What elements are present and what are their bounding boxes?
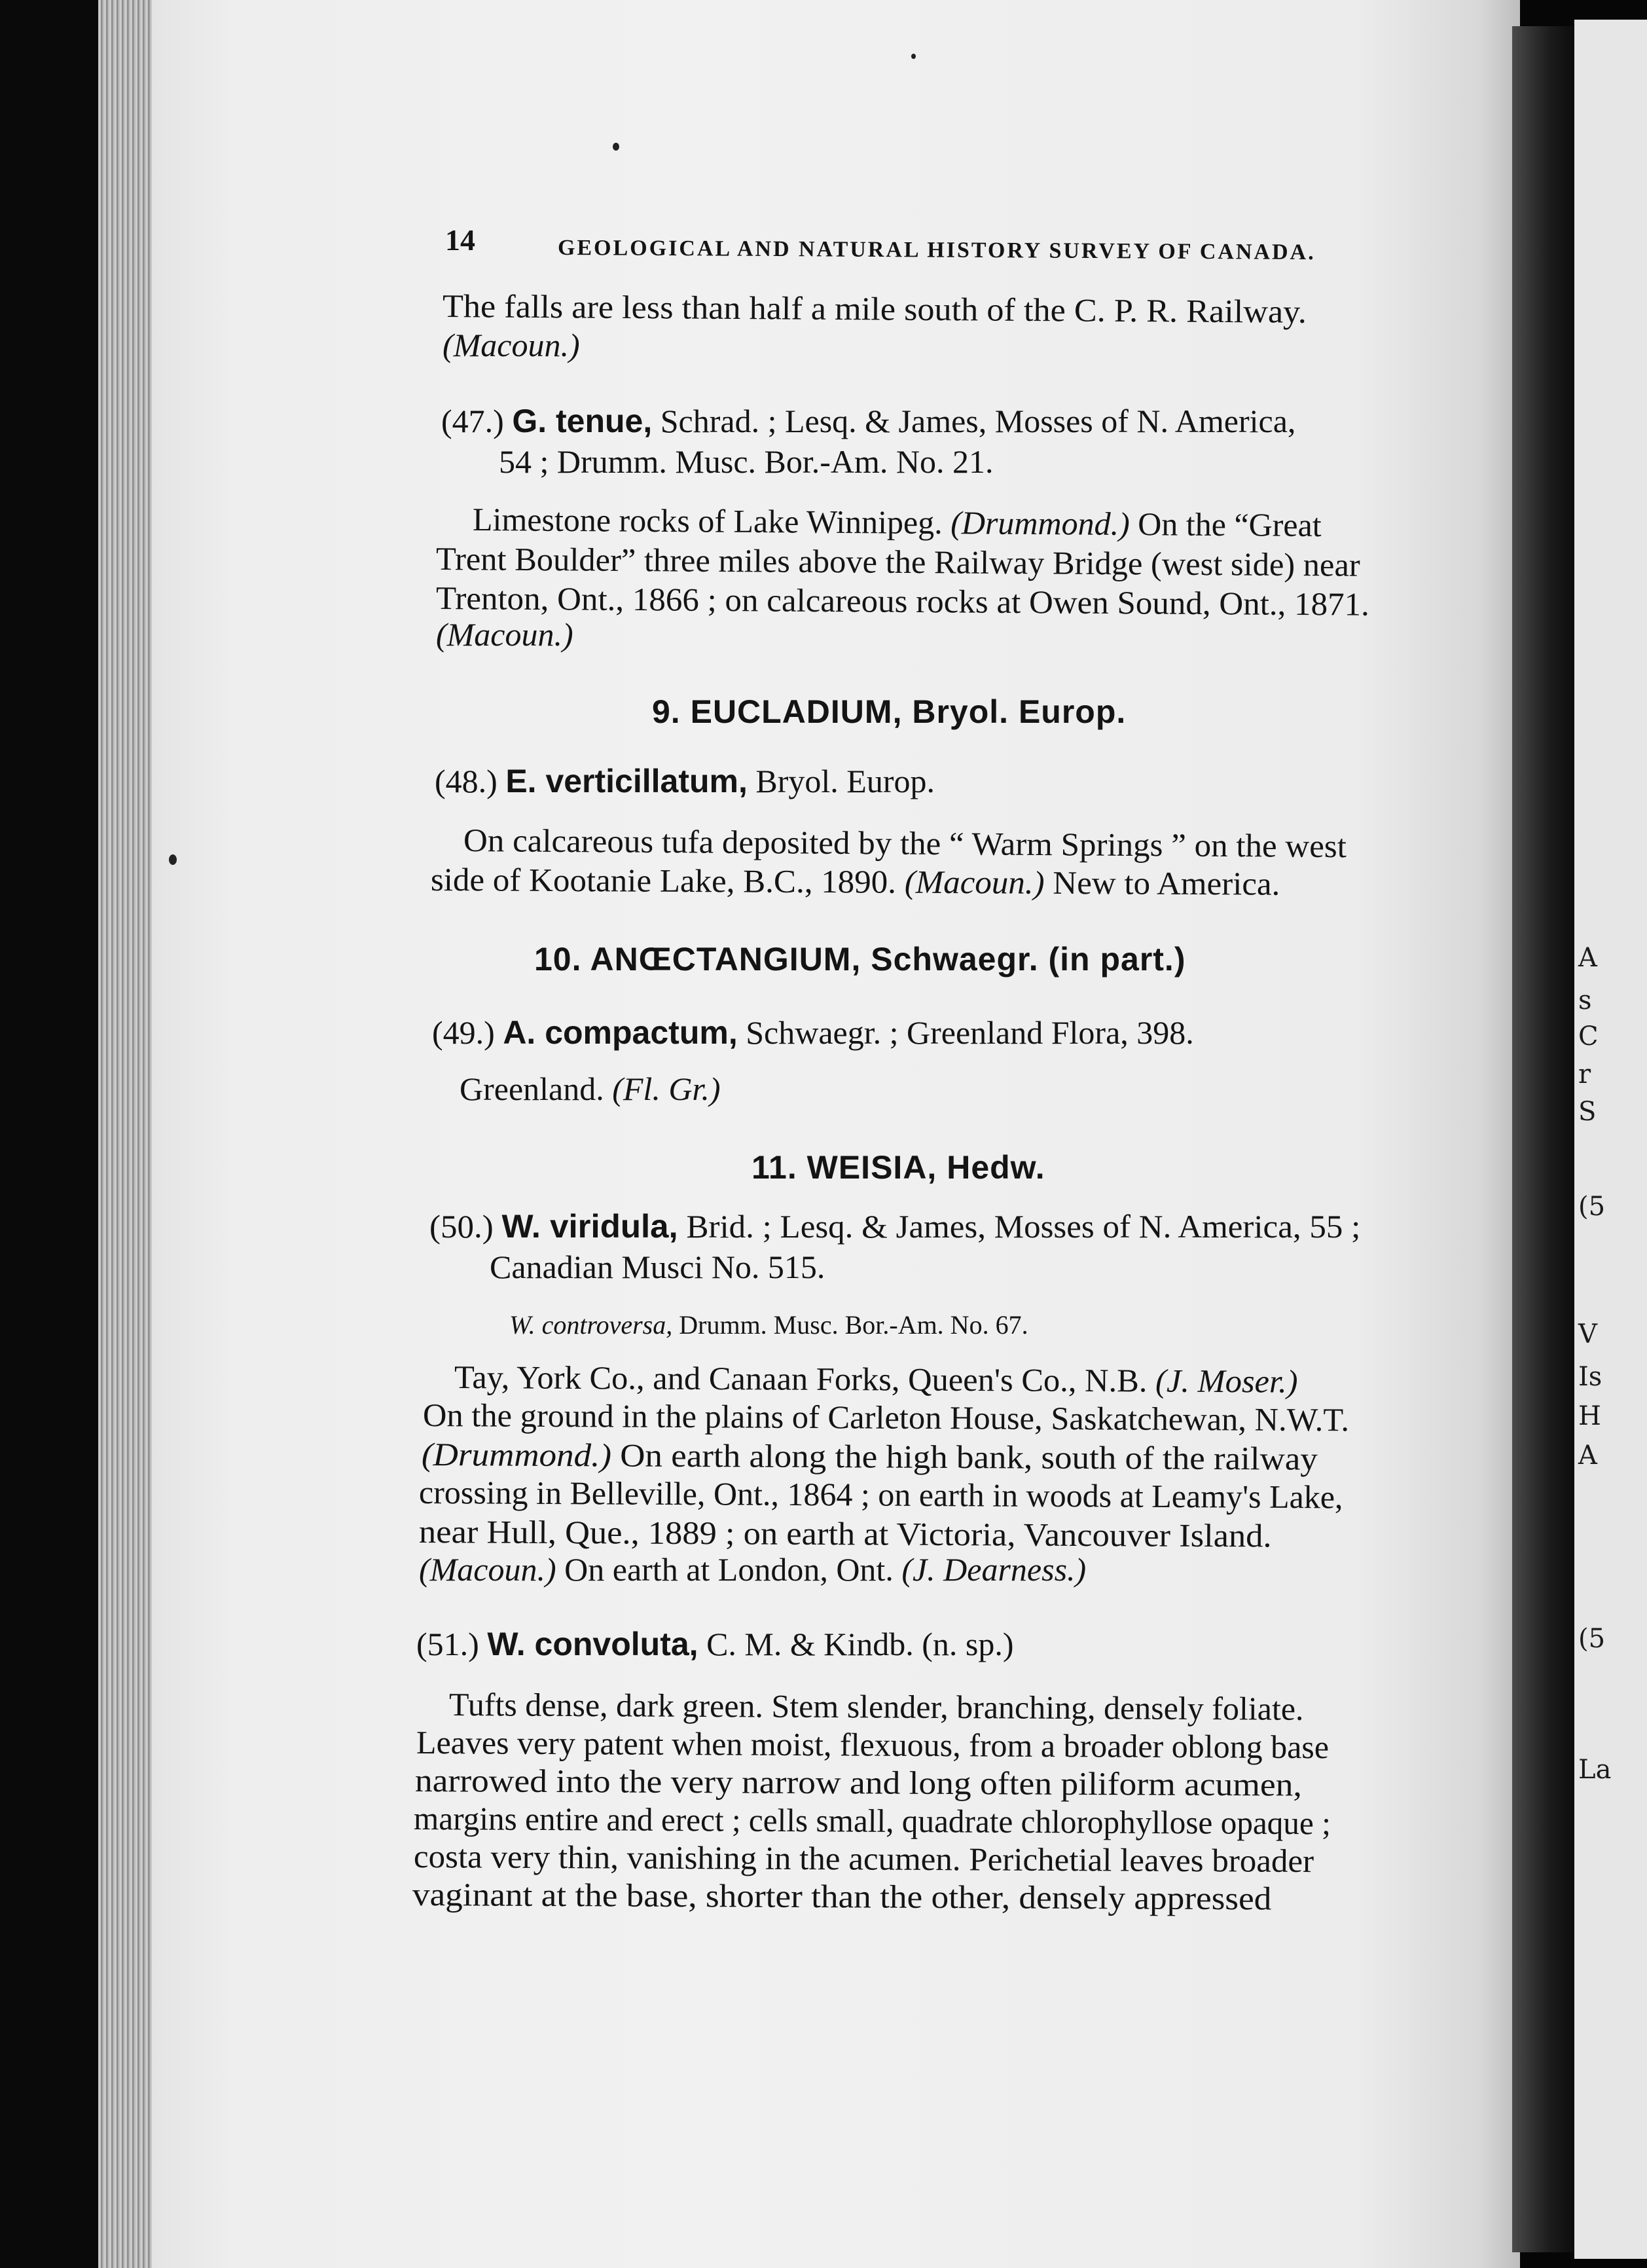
genus-heading: 11. WEISIA, Hedw. [751,1149,1045,1186]
next-page-fragment [1574,20,1647,2259]
entry-number: (50.) [429,1208,494,1245]
next-page-letter: C [1578,1021,1599,1052]
dust-speck [911,54,916,59]
species-name: G. tenue, [512,403,653,439]
next-page-letter: La [1578,1755,1612,1785]
entry-number: (48.) [435,763,498,799]
entry-47-heading [441,405,1295,437]
text-line: narrowed into the very narrow and long often piliform acumen, [414,1762,1303,1803]
next-page-letter: (5 [1578,1624,1606,1654]
species-name: E. verticillatum, [505,763,748,799]
dust-speck [613,143,619,151]
text-line: Tufts dense, dark green. Stem slender, branching, densely foliate. [448,1686,1304,1727]
entry-number: (51.) [416,1626,479,1662]
next-page-letter: (5 [1578,1192,1606,1222]
text-line: Leaves very patent when moist, flexuous, from a broader oblong base [416,1724,1330,1766]
text-line: crossing in Belleville, Ont., 1864 ; on earth in woods at Leamy's Lake, [418,1474,1343,1516]
text-line: On the ground in the plains of Carleton House, Saskatchewan, N.W.T. [422,1397,1350,1438]
binding-margin [0,0,98,2268]
entry-49-heading [432,1016,1194,1049]
text-line: (Macoun.) [443,327,580,363]
next-page-letter: H [1578,1401,1601,1431]
text-line: costa very thin, vanishing in the acumen. Perichetial leaves broader [413,1838,1314,1880]
entry-number: (49.) [432,1014,495,1051]
species-name: W. convoluta, [487,1626,698,1662]
entry-number: (47.) [441,403,504,439]
species-name: A. compactum, [503,1014,738,1051]
page-edges [98,0,152,2268]
genus-heading: 10. ANŒCTANGIUM, Schwaegr. (in part.) [534,941,1186,978]
text-line: The falls are less than half a mile south of the C. P. R. Railway. [442,287,1307,330]
next-page-letter: A [1578,943,1597,973]
page-number: 14 [445,223,475,257]
text-line: side of Kootanie Lake, B.C., 1890. (Macoun.) New to America. [430,861,1280,902]
text-line: vaginant at the base, shorter than the other, densely appressed [412,1876,1272,1917]
text-line: On calcareous tufa deposited by the “ Warm Springs ” on the west [463,822,1347,865]
gutter-shadow [1512,26,1574,2252]
text-line: 54 ; Drumm. Musc. Bor.-Am. No. 21. [499,443,994,480]
text-line: (Macoun.) On earth at London, Ont. (J. Dearness.) [419,1551,1087,1588]
running-title: GEOLOGICAL AND NATURAL HISTORY SURVEY OF CANADA. [557,236,1316,265]
entry-48-heading [435,765,935,797]
text-line: Trenton, Ont., 1866 ; on calcareous rocks at Owen Sound, Ont., 1871. [435,579,1370,623]
species-reference: Schwaegr. ; Greenland Flora, 398. [746,1014,1194,1051]
text-line: (Macoun.) [436,616,573,653]
species-name: W. viridula, [501,1208,678,1245]
text-line: Canadian Musci No. 515. [490,1249,825,1285]
text-line: Limestone rocks of Lake Winnipeg. (Drummond.) On the “Great [472,501,1322,544]
text-line: Greenland. (Fl. Gr.) [460,1070,721,1107]
text-line: Trent Boulder” three miles above the Railway Bridge (west side) near [435,540,1360,583]
species-reference: Bryol. Europ. [755,763,935,799]
text-line: margins entire and erect ; cells small, quadrate chlorophyllose opaque ; [413,1800,1331,1842]
book-page [152,0,1520,2268]
next-page-letter: s [1578,985,1592,1015]
next-page-letter: A [1578,1440,1597,1471]
next-page-letter: V [1578,1319,1597,1349]
text-line: (Drummond.) On earth along the high bank, south of the railway [421,1436,1318,1477]
next-page-letter: S [1578,1097,1597,1127]
next-page-letter: Is [1578,1362,1602,1392]
entry-50-heading [429,1210,1360,1243]
synonym-line: W. controversa, Drumm. Musc. Bor.-Am. No. 67. [509,1310,1028,1340]
genus-heading: 9. EUCLADIUM, Bryol. Europ. [652,693,1127,730]
text-line: Tay, York Co., and Canaan Forks, Queen's Co., N.B. (J. Moser.) [454,1359,1298,1400]
next-page-letter: r [1578,1059,1591,1089]
text-line: near Hull, Que., 1889 ; on earth at Victoria, Vancouver Island. [418,1513,1272,1554]
entry-51-heading [416,1628,1014,1660]
species-reference: Brid. ; Lesq. & James, Mosses of N. America, 55 ; [686,1208,1361,1245]
dust-speck [169,854,177,865]
species-reference: C. M. & Kindb. (n. sp.) [706,1626,1014,1662]
species-reference: Schrad. ; Lesq. & James, Mosses of N. America, [660,403,1296,439]
